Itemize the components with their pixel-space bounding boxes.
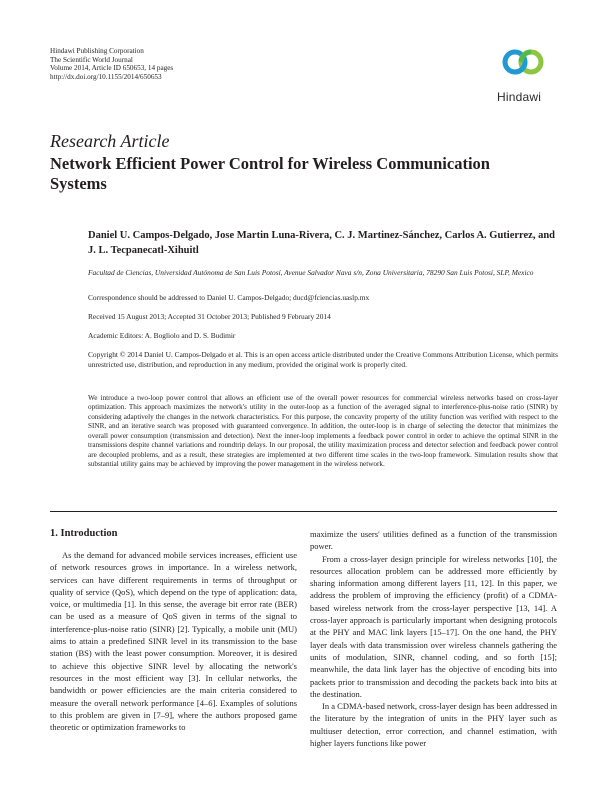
section-title: 1. Introduction: [50, 528, 118, 539]
intro-paragraph-continued: maximize the users' utilities defined as a function of the transmission power.: [310, 529, 557, 552]
hindawi-logo-text: Hindawi: [497, 90, 542, 104]
affiliation: Facultad de Ciencias, Universidad Autónoma de San Luis Potosí, Avenue Salvador Nava s/n, Zona Universitaria, 78290 San Luis Potosí, SLP, Mexico: [88, 268, 534, 277]
left-column: [50, 528, 297, 733]
article-type: Research Article: [50, 131, 170, 151]
section-divider: [50, 511, 557, 512]
copyright-notice: Copyright © 2014 Daniel U. Campos-Delgado et al. This is an open access article distributed under the Creative Commons Attribution License, which permits unrestricted use, distribution, and reproduction in any medium, provided the original work is properly cited.: [88, 350, 558, 369]
academic-editors: Academic Editors: A. Bogliolo and D. S. Budimir: [88, 331, 236, 340]
journal-name: The Scientific World Journal: [50, 55, 133, 64]
intro-paragraph-3: In a CDMA-based network, cross-layer design has been addressed in the literature by the integration of units in the PHY layer such as multiuser detection, error correction, and channel estimation, with higher layers functions like power: [310, 701, 557, 749]
correspondence: Correspondence should be addressed to Daniel U. Campos-Delgado; ducd@fciencias.uaslp.mx: [88, 293, 370, 302]
intro-paragraph-2: From a cross-layer design principle for wireless networks [10], the resources allocation problem can be addressed more efficiently by sharing information among different layers [11, 12]. In this paper, we address the problem of improving the efficiency (profit) of a CDMA-based wireless network from the cross-layer perspective [13, 14]. A cross-layer approach is particularly important when designing protocols at the PHY and MAC link layers [15–17]. On the one hand, the PHY layer deals with data transmission over wireless channels gathering the units of modulation, SINR, channel coding, and so forth [15]; meanwhile, the data link layer has the objective of encoding bits into packets prior to transmission and decoding the packets back into bits at the destination.: [310, 553, 557, 699]
intro-paragraph-1: As the demand for advanced mobile services increases, efficient use of network resources grows in importance. In a wireless network, services can have different requirements in terms of throughput or quality of service (QoS), which depend on the type of application: data, voice, or multimedia [1]. In this sense, the average bit error rate (BER) can be used as a measure of QoS given in terms of the signal to interference-plus-noise ratio (SINR) [2]. Typically, a mobile unit (MU) aims to attain a predefined SINR level in its transmission to the base station (BS) with the least power consumption. Moreover, it is desired to achieve this objective SINR level by allocating the network's resources in the most efficient way [3]. In cellular networks, the bandwidth or power efficiencies are the main criteria considered to measure the overall network performance [4–6]. Examples of solutions to this problem are given in [7–9], where the authors proposed game theoretic or optimization frameworks to: [50, 550, 297, 733]
volume-info: Volume 2014, Article ID 650653, 14 pages: [50, 64, 174, 72]
article-title: Network Efficient Power Control for Wireless Communication Systems: [50, 154, 490, 193]
right-column: [310, 528, 557, 749]
abstract: We introduce a two-loop power control that allows an efficient use of the overall power resources for commercial wireless networks based on cross-layer optimization. This approach maximizes the network's utility in the outer-loop as a function of the averaged signal to interference-plus-noise ratio (SINR) by considering adaptively the changes in the network characteristics. For this purpose, the concavity property of the utility function was verified with respect to the SINR, and an iterative search was proposed with guaranteed convergence. In addition, the outer-loop is in charge of selecting the detector that minimizes the overall power consumption (transmission and detection). Next the inner-loop implements a feedback power control in order to achieve the optimal SINR in the transmissions despite channel variations and roundtrip delays. In our proposal, the utility maximization process and detector selection and feedback power control are decoupled problems, and as a result, these strategies are implemented at two different time scales in the two-loop framework. Simulation results show that substantial utility gains may be achieved by improving the power management in the wireless network.: [88, 394, 558, 469]
author-list: Daniel U. Campos-Delgado, Jose Martin Luna-Rivera, C. J. Martinez-Sánchez, Carlos A. Gutierrez, and J. L. Tecpanecatl-Xihuitl: [88, 230, 556, 256]
doi-link[interactable]: http://dx.doi.org/10.1155/2014/650653: [50, 72, 162, 81]
publication-dates: Received 15 August 2013; Accepted 31 October 2013; Published 9 February 2014: [88, 312, 331, 321]
publisher-name: Hindawi Publishing Corporation: [50, 47, 144, 55]
